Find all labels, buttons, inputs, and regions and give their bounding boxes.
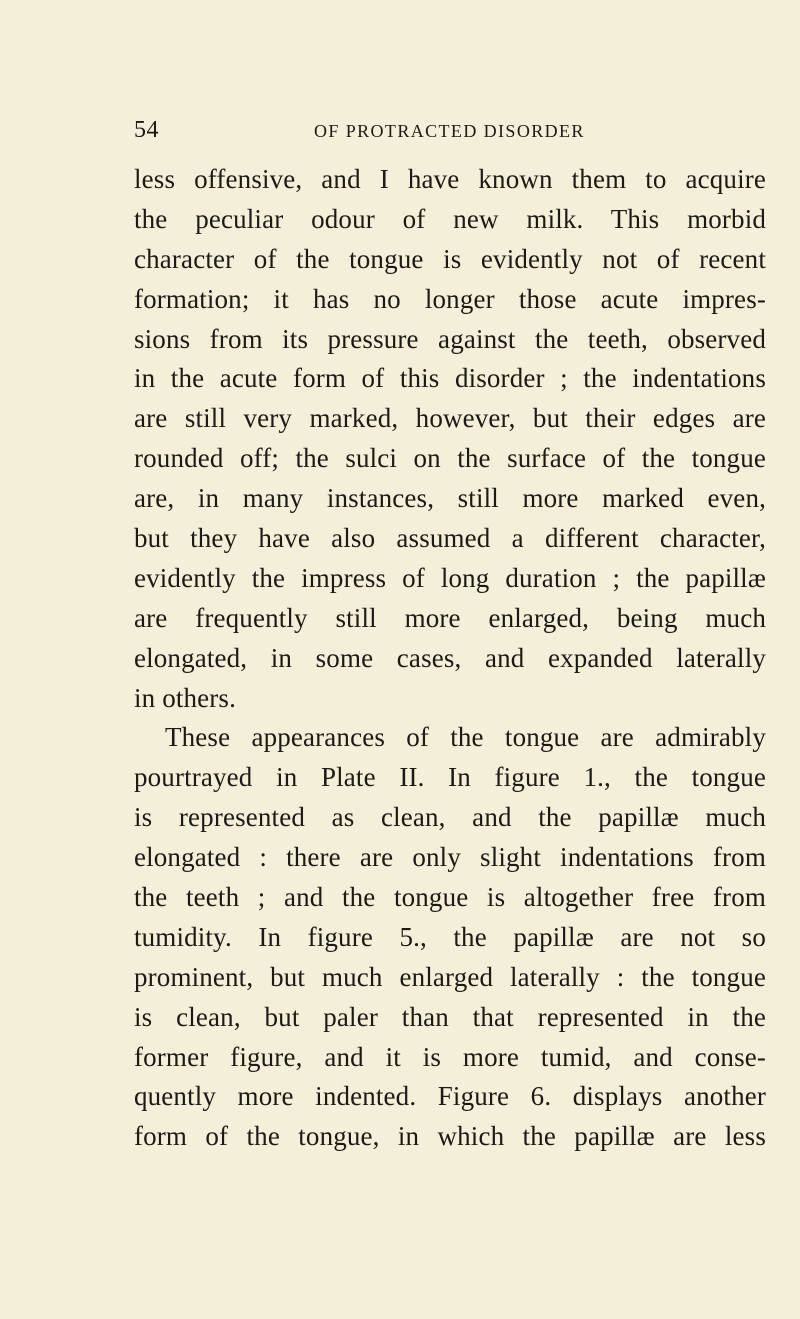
text-line: formation; it has no longer those acute impres-	[134, 283, 766, 314]
text-line: prominent, but much enlarged laterally : the tongue	[134, 961, 766, 992]
text-line: tumidity. In figure 5., the papillæ are not so	[134, 921, 766, 952]
page-number: 54	[134, 117, 159, 143]
text-line: elongated : there are only slight indentations from	[134, 842, 766, 873]
text-line: but they have also assumed a different character,	[134, 523, 766, 554]
text-line: evidently the impress of long duration ; the papillæ	[134, 562, 766, 593]
text-line: are frequently still more enlarged, being much	[134, 602, 766, 633]
text-line: elongated, in some cases, and expanded laterally	[134, 642, 766, 673]
paragraph-start-line: These appearances of the tongue are admirably	[165, 722, 766, 753]
text-line: are still very marked, however, but their edges are	[134, 403, 766, 434]
text-line: rounded off; the sulci on the surface of the tongue	[134, 443, 766, 474]
text-line: quently more indented. Figure 6. displays another	[134, 1081, 766, 1112]
text-line: form of the tongue, in which the papillæ are less	[134, 1121, 766, 1152]
text-line: pourtrayed in Plate II. In figure 1., the tongue	[134, 762, 766, 793]
text-line: in the acute form of this disorder ; the indentations	[134, 363, 766, 394]
paragraph-end-line: in others.	[134, 682, 236, 713]
running-head	[134, 116, 764, 144]
text-line: are, in many instances, still more marked even,	[134, 483, 766, 514]
running-head-title: OF PROTRACTED DISORDER	[314, 121, 585, 141]
text-line: less offensive, and I have known them to acquire	[134, 164, 766, 194]
text-line: the teeth ; and the tongue is altogether free from	[134, 882, 766, 913]
text-line: is represented as clean, and the papillæ much	[134, 802, 766, 833]
text-line: is clean, but paler than that represented in the	[134, 1001, 766, 1032]
text-line: former figure, and it is more tumid, and conse-	[134, 1041, 766, 1072]
text-line: character of the tongue is evidently not of recent	[134, 243, 766, 274]
text-line: sions from its pressure against the teeth, observed	[134, 323, 766, 354]
text-line: the peculiar odour of new milk. This morbid	[134, 203, 766, 234]
body-text	[134, 160, 766, 1157]
